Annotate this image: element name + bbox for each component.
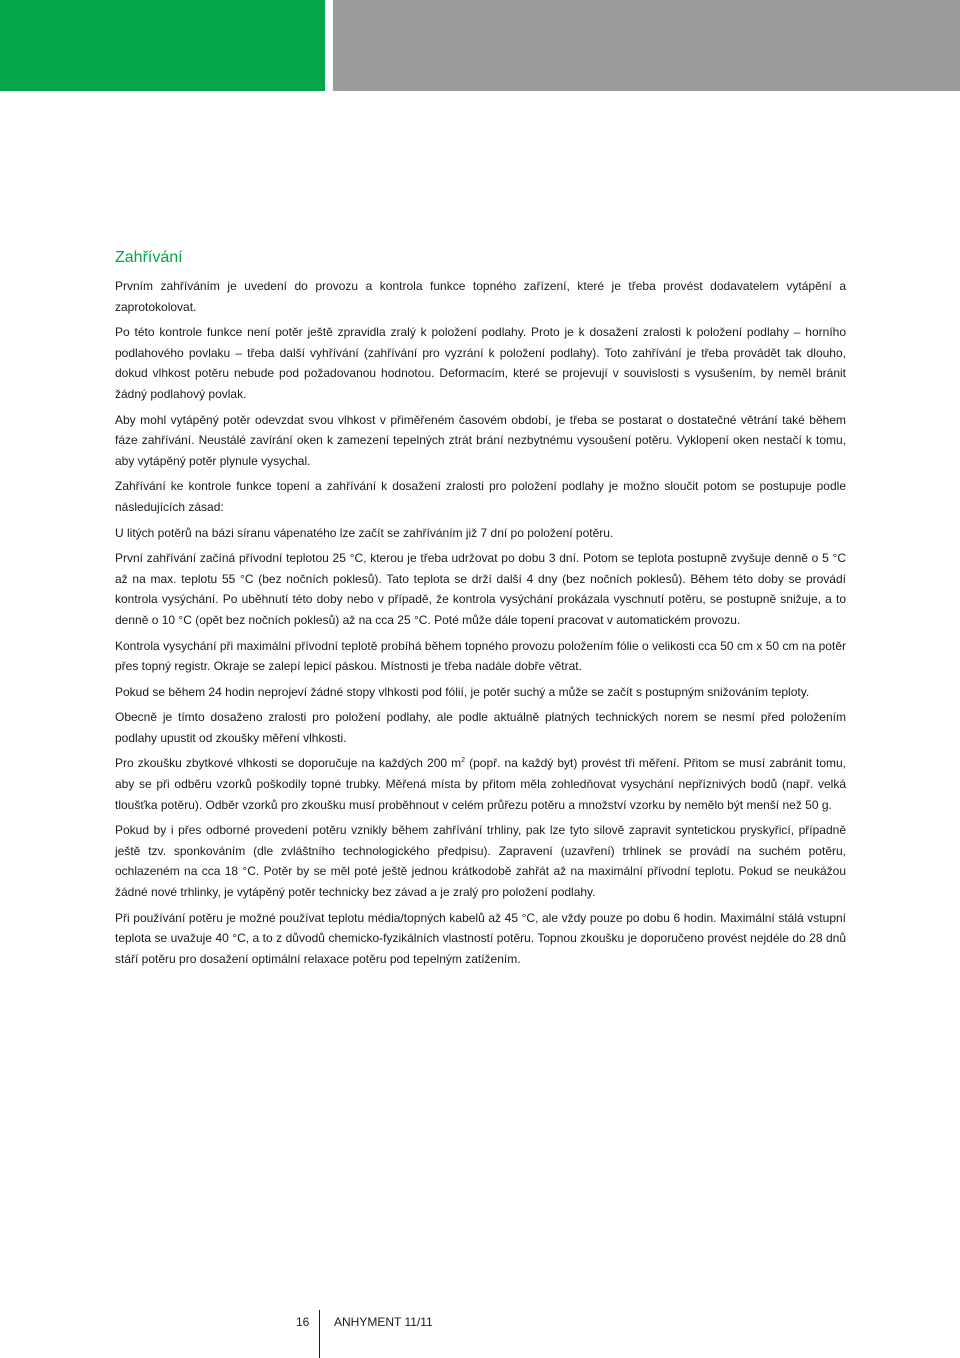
footer-divider (319, 1310, 320, 1358)
paragraph-6: První zahřívání začíná přívodní teplotou 25 °C, kterou je třeba udržovat po dobu 3 dní. Potom se teplota postupně zvyšuje denně o 5 °C až na max. teplotu 55 °C (bez nočních poklesů). Tato teplota se drží další 4 dny (bez nočních poklesů). Během této doby se provádí kontrola vysýchání. Po uběhnutí této doby nebo v případě, že kontrola vysýchání prokázala vyschnutí potěru, se postupně snižuje, a to denně o 10 °C (opět bez nočních poklesů) až na cca 25 °C. Poté může dále topení pracovat v automatickém provozu. (115, 551, 846, 627)
paragraph-10-start: Pro zkoušku zbytkové vlhkosti se doporučuje na každých 200 m (115, 756, 462, 771)
paragraph-9: Obecně je tímto dosaženo zralosti pro položení podlahy, ale podle aktuálně platných technických norem se nesmí před položením podlahy upustit od zkoušky měření vlhkosti. (115, 710, 846, 745)
main-content (115, 246, 846, 974)
header-gray-band (333, 0, 960, 91)
section-title: Zahřívání (115, 249, 183, 266)
superscript: 2 (461, 757, 466, 765)
page-number: 16 (296, 1315, 310, 1329)
page-footer (0, 1306, 960, 1358)
paragraph-10 (115, 753, 846, 815)
paragraph-4: Zahřívání ke kontrole funkce topení a zahřívání k dosažení zralosti pro položení podlahy je možno sloučit potom se postupuje podle následujících zásad: (115, 479, 846, 514)
header-green-band (0, 0, 325, 91)
paragraph-1: Prvním zahříváním je uvedení do provozu a kontrola funkce topného zařízení, které je třeba provést dodavatelem vytápění a zaprotokolovat. (115, 279, 846, 314)
paragraph-5: U litých potěrů na bázi síranu vápenatého lze začít se zahříváním již 7 dní po položení potěru. (115, 525, 614, 540)
document-id: ANHYMENT 11/11 (334, 1315, 433, 1329)
paragraph-3: Aby mohl vytápěný potěr odevzdat svou vlhkost v přiměřeném časovém období, je třeba se postarat o dostatečné větrání také během fáze zahřívání. Neustálé zavírání oken k zamezení tepelných ztrát brání nezbytnému vysoušení potěru. Vyklopení oken nestačí k tomu, aby vytápěný potěr plynule vysychal. (115, 412, 846, 468)
paragraph-2: Po této kontrole funkce není potěr ještě zpravidla zralý k položení podlahy. Proto je k dosažení zralosti k položení podlahy – horního podlahového povlaku – třeba další vyhřívání (zahřívání pro vyzrání k položení podlahy). Toto zahřívání je třeba provádět tak dlouho, dokud vlhkost potěru nebude pod požadovanou hodnotou. Deformacím, které se projevují v souvislosti s vysušením, by neměl bránit žádný podlahový povlak. (115, 325, 846, 401)
paragraph-7: Kontrola vysychání při maximální přívodní teplotě probíhá během topného provozu položením fólie o velikosti cca 50 cm x 50 cm na potěr přes topný registr. Okraje se zalepí lepicí páskou. Místnosti je třeba nadále dobře větrat. (115, 638, 846, 674)
paragraph-10-end: (popř. na každý byt) provést tři měření. Přitom se musí zabránit tomu, aby se při odběru vzorků poškodily topné trubky. Měřená místa by přitom měla zohledňovat vysychání nepříznivých bodů (např. velká tloušťka potěru). Odběr vzorků pro zkoušku musí proběhnout v celém průřezu potěru a množství vzorku by nemělo být menší než 50 g. (115, 756, 847, 812)
paragraph-8: Pokud se během 24 hodin neprojeví žádné stopy vlhkosti pod fólií, je potěr suchý a může se začít s postupným snižováním teploty. (115, 684, 810, 699)
paragraph-11: Pokud by i přes odborné provedení potěru vznikly během zahřívání trhliny, pak lze tyto silově zapravit syntetickou pryskyřicí, případně ještě tzv. sponkováním (dle zvláštního technologického předpisu). Zapravení (uzavření) trhlinek se provádí na suchém potěru, ochlazeném na cca 18 °C. Potěr by se měl poté ještě jednou krátkodobě zahřát až na maximální přívodní teplotu. Pokud se neukážou žádné nové trhlinky, je vytápěný potěr technicky bez závad a je zralý pro položení podlahy. (115, 823, 846, 900)
paragraph-12: Při používání potěru je možné používat teplotu média/topných kabelů až 45 °C, ale vždy pouze po dobu 6 hodin. Maximální stálá vstupní teplota se uvažuje 40 °C, a to z důvodů chemicko-fyzikálních vlastností potěru. Topnou zkoušku je doporučeno provést nejdéle do 28 dnů stáří potěru pro dosažení optimální relaxace potěru pod tepelným zatížením. (115, 910, 846, 966)
